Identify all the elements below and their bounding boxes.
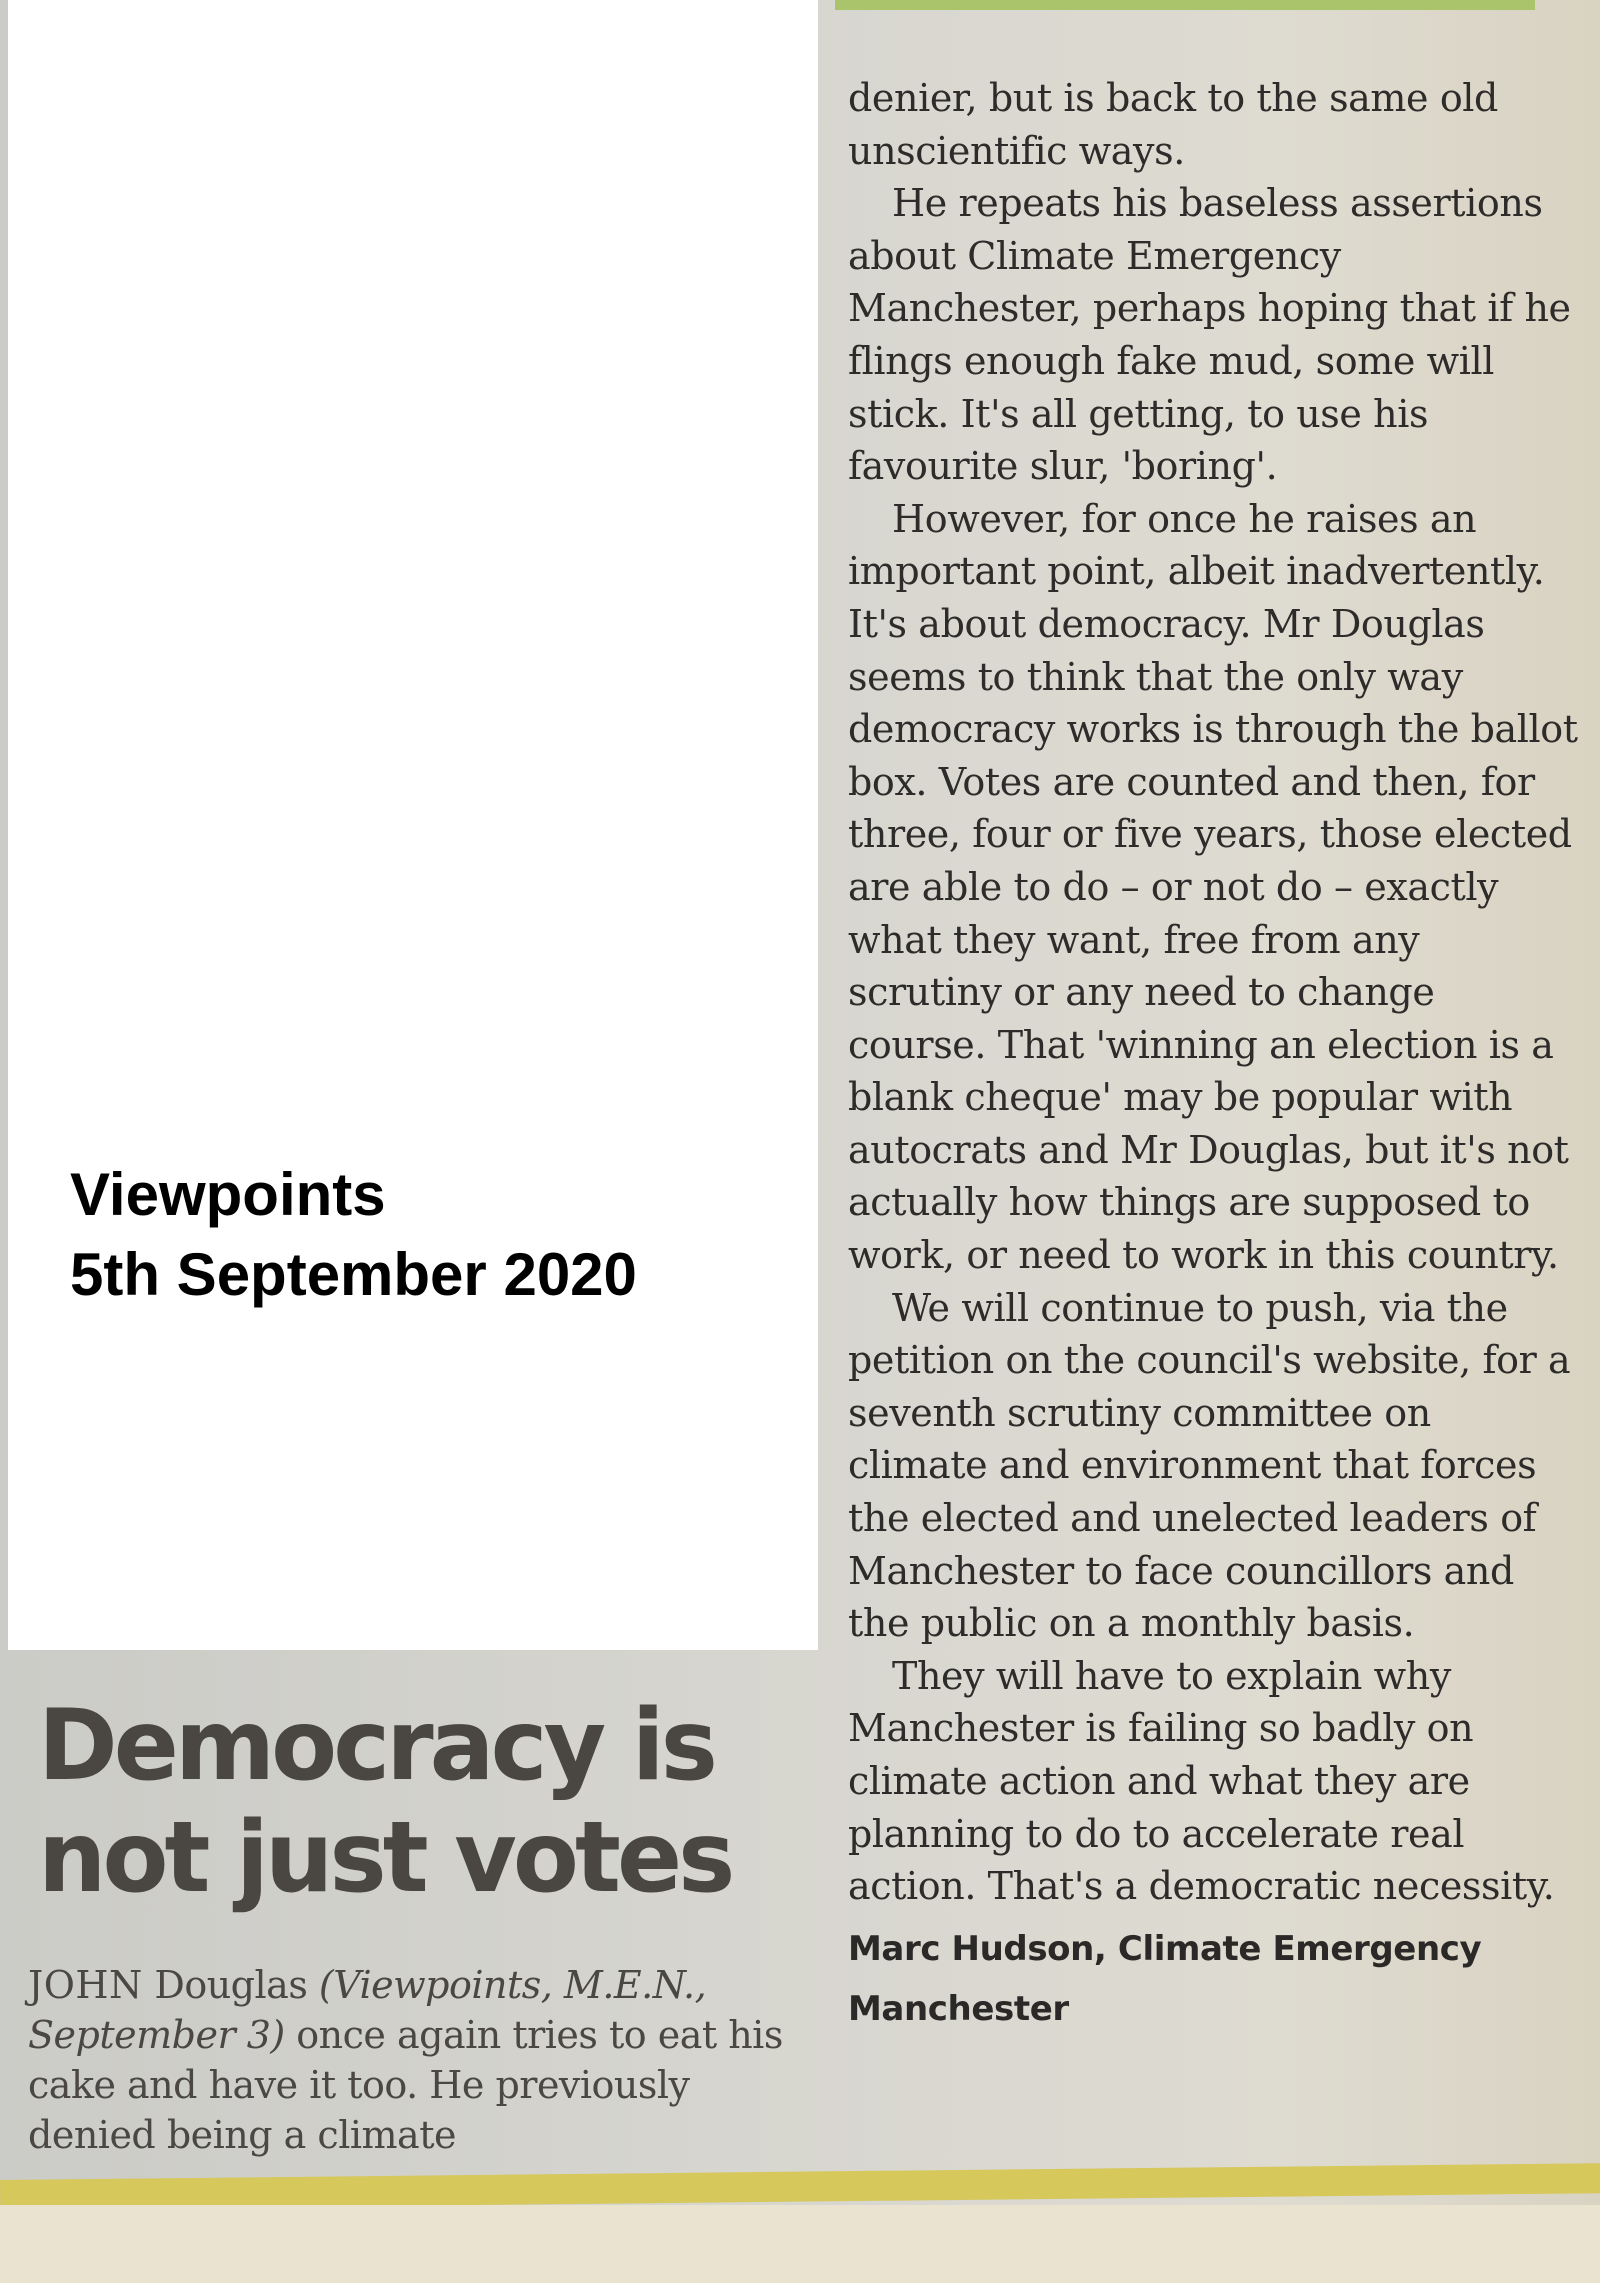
letter-intro-paragraph <box>28 1960 818 2160</box>
letter-body-left-column <box>28 1960 818 2160</box>
intro-text: Douglas <box>142 1963 319 2007</box>
letter-body-right-column <box>848 72 1578 2039</box>
letter-paragraph: They will have to explain why Manchester is failing so badly on climate action and what they are planning to do to accelerate real action. That's a democratic necessity. <box>848 1653 1555 1909</box>
clipping-caption <box>70 1155 637 1315</box>
headline-line-1: Democracy is <box>38 1689 715 1803</box>
headline-line-2: not just votes <box>38 1801 732 1915</box>
bottom-color-strip <box>0 2163 1600 2210</box>
caption-date: 5th September 2020 <box>70 1241 637 1308</box>
letter-paragraph: denier, but is back to the same old unscientific ways. <box>848 76 1498 173</box>
intro-lead-word: JOHN <box>28 1963 143 2007</box>
letter-paragraph: He repeats his baseless assertions about Climate Emergency Manchester, perhaps hoping that if he flings enough fake mud, some will stick. It's all getting, to use his favourite slur, 'boring'. <box>848 181 1571 489</box>
intro-text-continued: once again tries to eat his cake and have it too. He previously denied being a climate <box>28 2013 783 2157</box>
letter-paragraph: We will continue to push, via the petition on the council's website, for a seventh scrutiny committee on climate and environment that forces the elected and unelected leaders of Manchester to face councillors and the public on a monthly basis. <box>848 1285 1571 1646</box>
caption-section: Viewpoints <box>70 1161 386 1228</box>
paper-bottom-edge <box>0 2205 1600 2283</box>
caption-panel <box>8 0 818 1650</box>
intro-citation: (Viewpoints, M.E.N., September 3) <box>28 1963 707 2057</box>
letter-paragraph: However, for once he raises an important point, albeit inadvertently. It's about democracy. Mr Douglas seems to think that the only way democracy works is through the ballot box. Votes are counted and then, for three, four or five years, those elected are able to do – or not do – exactly what they want, free from any scrutiny or any need to change course. That 'winning an election is a blank cheque' may be popular with autocrats and Mr Douglas, but it's not actually how things are supposed to work, or need to work in this country. <box>848 496 1578 1278</box>
top-color-strip <box>835 0 1535 10</box>
article-headline <box>38 1690 731 1914</box>
letter-signature: Marc Hudson, Climate Emergency Manchester <box>848 1928 1482 2029</box>
